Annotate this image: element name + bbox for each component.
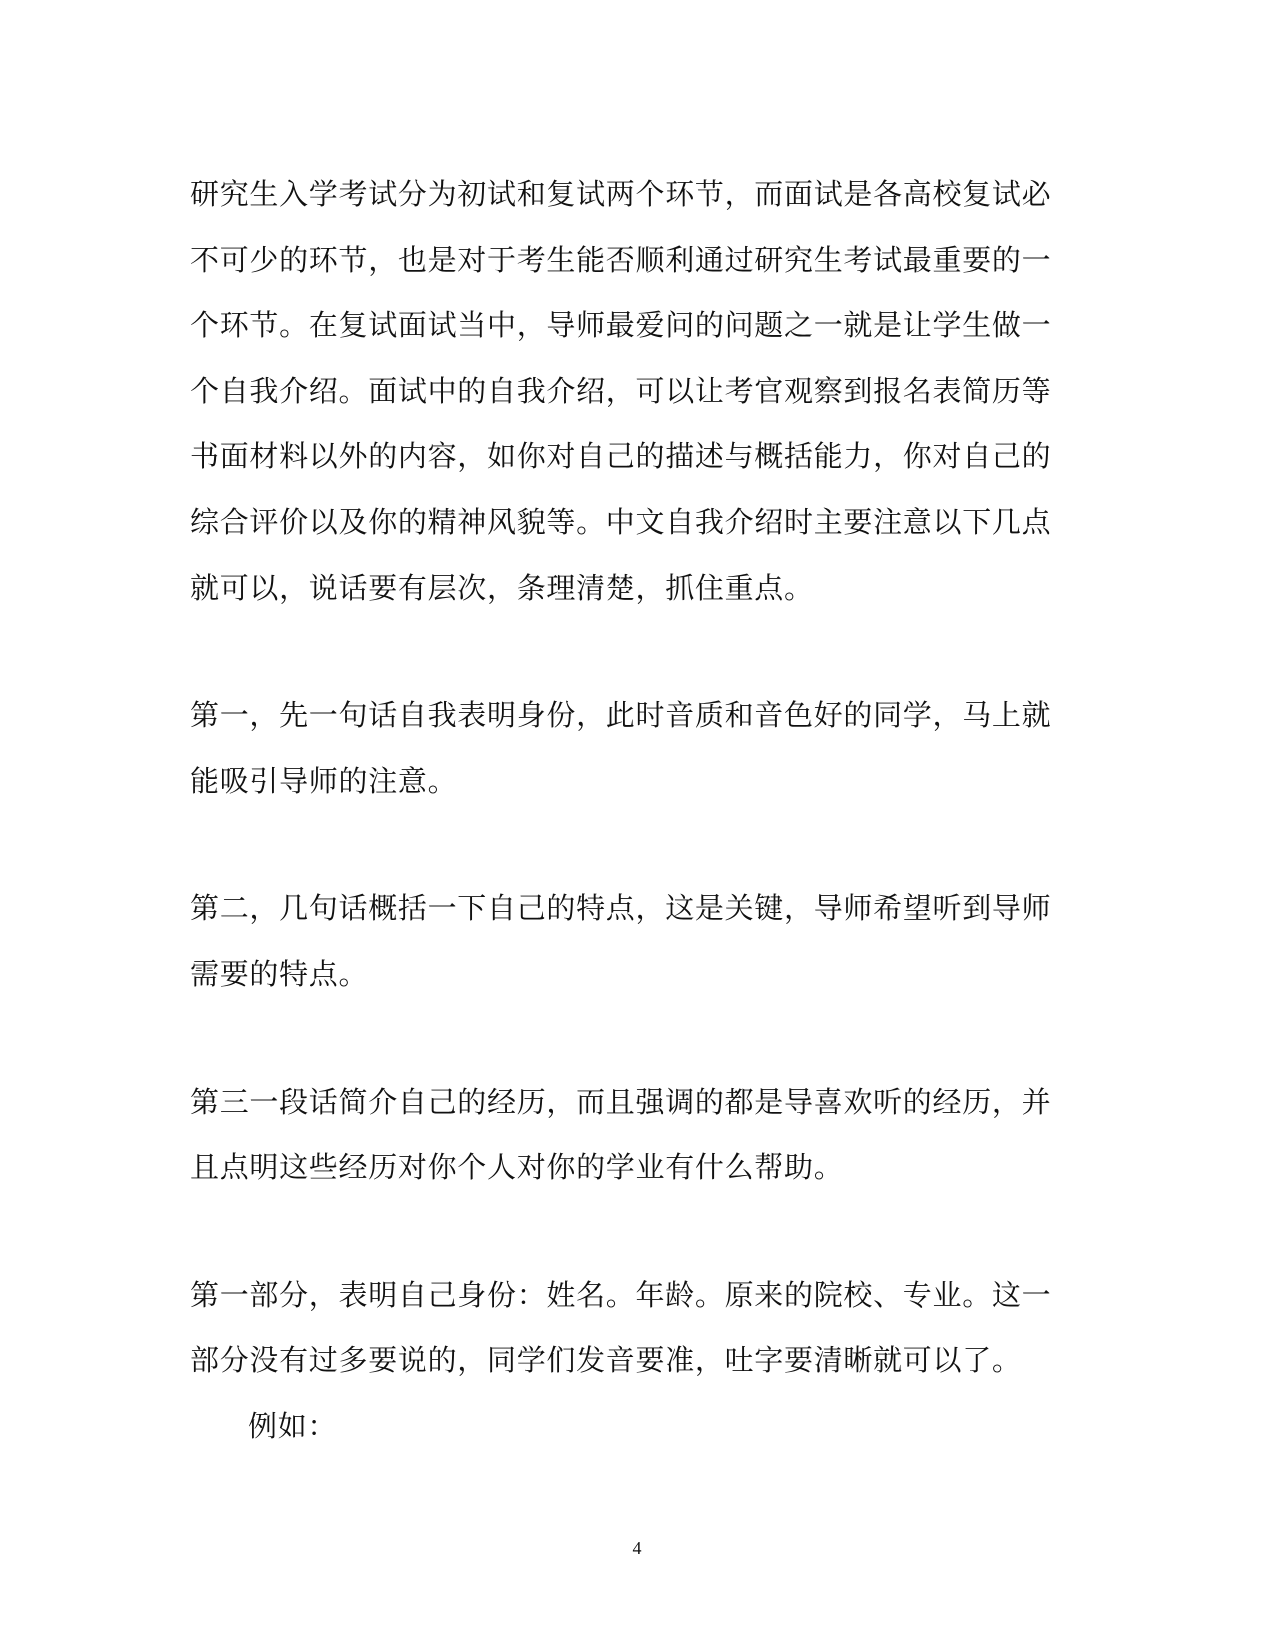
page-number: 4 (632, 1538, 642, 1558)
document-body (190, 162, 1070, 1460)
point-two-paragraph: 第二，几句话概括一下自己的特点，这是关键，导师希望听到导师需要的特点。 (190, 891, 1052, 991)
example-label: 例如： (248, 1408, 338, 1443)
intro-paragraph: 研究生入学考试分为初试和复试两个环节，而面试是各高校复试必不可少的环节，也是对于考生能否顺利通过研究生考试最重要的一个环节。在复试面试当中，导师最爱问的问题之一就是让学生做一个自我介绍。面试中的自我介绍，可以让考官观察到报名表简历等书面材料以外的内容，如你对自己的描述与概括能力，你对自己的综合评价以及你的精神风貌等。中文自我介绍时主要注意以下几点就可以，说话要有层次，条理清楚，抓住重点。 (190, 177, 1052, 605)
point-three-paragraph: 第三一段话简介自己的经历，而且强调的都是导喜欢听的经历，并且点明这些经历对你个人对你的学业有什么帮助。 (190, 1084, 1052, 1185)
part-one-paragraph: 第一部分，表明自己身份：姓名。年龄。原来的院校、专业。这一部分没有过多要说的，同学们发音要准，吐字要清晰就可以了。 (190, 1277, 1052, 1378)
point-one-paragraph: 第一，先一句话自我表明身份，此时音质和音色好的同学，马上就能吸引导师的注意。 (190, 698, 1052, 798)
